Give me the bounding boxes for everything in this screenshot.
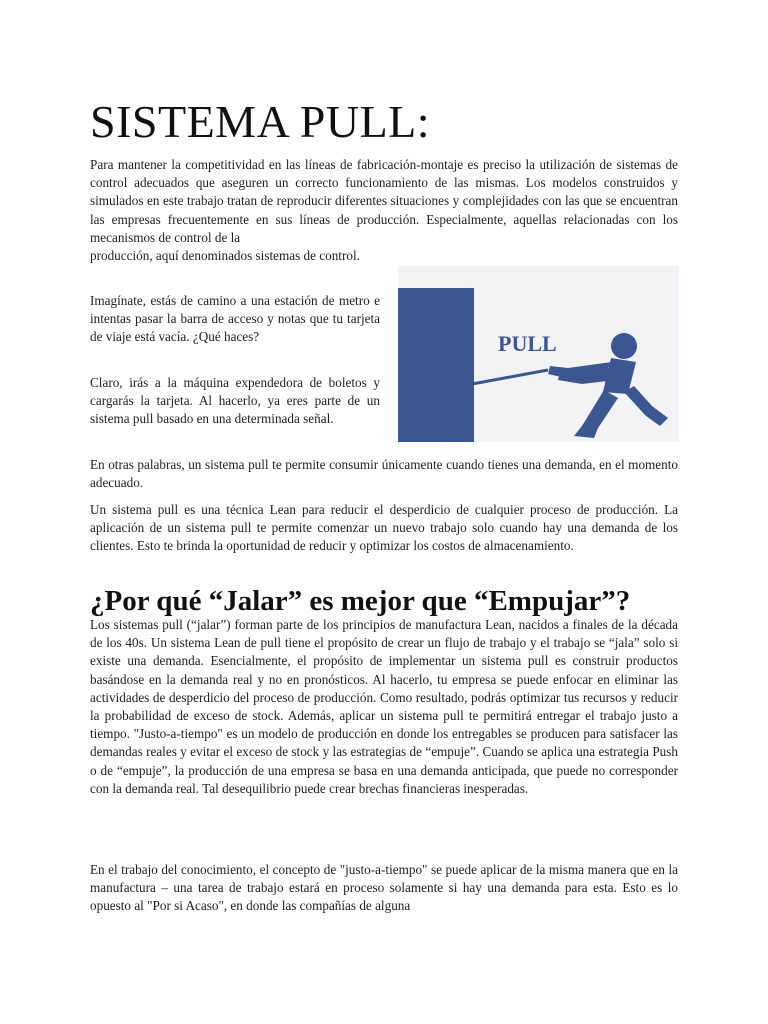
door-block	[398, 288, 474, 442]
pull-label: PULL	[498, 331, 557, 356]
paragraph-intro: Para mantener la competitividad en las líneas de fabricación-montaje es preciso la utilización de sistemas de control adecuados que aseguren un correcto funcionamiento de las mismas. Los modelos construidos y simulados en este trabajo tratan de reproducir diferentes situaciones y complejidades con las que se encuentran las empresas frecuentemente en sus líneas de producción. Especialmente, aquellas relacionadas con los mecanismos de control de la	[90, 157, 678, 245]
paragraph-pull-systems: Los sistemas pull (“jalar”) forman parte de los principios de manufactura Lean, nacidos a finales de la década de los 40s. Un sistema Lean de pull tiene el propósito de crear un flujo de trabajo y el trabajo se “jala” solo si existe una demanda. Esencialmente, el propósito de implementar un sistema pull es construir productos basándose en la demanda real y no en pronósticos. Al hacerlo, tu empresa se puede enfocar en eliminar las actividades de desperdicio del proceso de producción. Como resultado, podrás optimizar tus recursos y reducir la probabilidad de exceso de stock. Además, aplicar un sistema pull te permitirá entregar el trabajo justo a tiempo. "Justo-a-tiempo" es un modelo de producción en donde los entregables se producen para satisfacer las demandas reales y evitar el exceso de stock y las estrategias de “empuje”. Cuando se aplica una estrategia Push o de “empuje”, la producción de una empresa se basa en una demanda anticipada, que puede no corresponder con la demanda real. Tal desequilibrio puede crear brechas financieras inesperadas.	[90, 617, 678, 796]
paragraph-lean-technique: Un sistema pull es una técnica Lean para reducir el desperdicio de cualquier proceso de producción. La aplicación de un sistema pull te permite comenzar un nuevo trabajo solo cuando hay una demanda de los clientes. Esto te brinda la oportunidad de reducir y optimizar los costos de almacenamiento.	[90, 502, 678, 554]
paragraph-knowledge-work: En el trabajo del conocimiento, el concepto de "justo-a-tiempo" se puede aplicar de la misma manera que en la manufactura – una tarea de trabajo estará en proceso solamente si hay una demanda para esta. Esto es lo opuesto al "Por si Acaso", en donde las compañías de alguna	[90, 862, 678, 914]
page-title: SISTEMA PULL:	[90, 96, 431, 147]
paragraph-intro-continued: producción, aquí denominados sistemas de control.	[90, 248, 360, 263]
paragraph-metro: Imagínate, estás de camino a una estación de metro e intentas pasar la barra de acceso y notas que tu tarjeta de viaje está vacía. ¿Qué haces?	[90, 293, 380, 345]
paragraph-other-words: En otras palabras, un sistema pull te permite consumir únicamente cuando tienes una demanda, en el momento adecuado.	[90, 457, 678, 491]
paragraph-ticket: Claro, irás a la máquina expendedora de boletos y cargarás la tarjeta. Al hacerlo, ya eres parte de un sistema pull basado en una determinada señal.	[90, 375, 380, 427]
section-heading: ¿Por qué “Jalar” es mejor que “Empujar”?	[90, 585, 631, 617]
pull-figure-svg	[398, 266, 679, 442]
pull-illustration	[398, 266, 679, 442]
